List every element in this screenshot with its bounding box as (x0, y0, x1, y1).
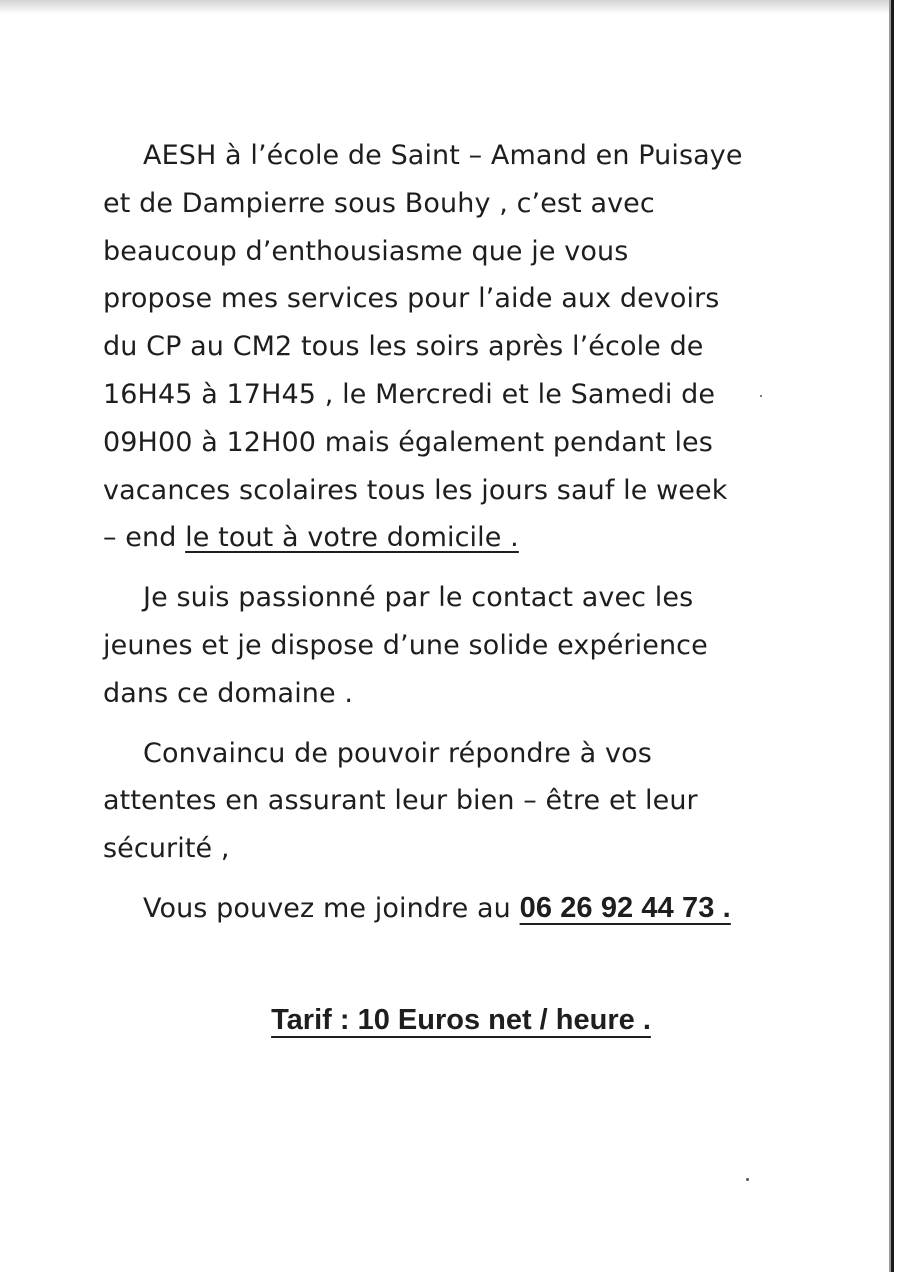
text-line: beaucoup d’enthousiasme que je vous (103, 235, 629, 267)
text-line: 09H00 à 12H00 mais également pendant les (103, 426, 713, 458)
text-line: dans ce domaine . (103, 677, 354, 709)
scan-speck (746, 1178, 749, 1181)
phone-number: 06 26 92 44 73 . (519, 891, 731, 924)
paragraph-gap (103, 562, 803, 574)
paragraph-intro (103, 132, 803, 562)
contact-prefix: Vous pouvez me joindre au (143, 892, 520, 924)
price-line (0, 1004, 900, 1037)
text-line: vacances scolaires tous les jours sauf le week (103, 474, 728, 506)
text-line: AESH à l’école de Saint – Amand en Puisaye (143, 140, 743, 171)
text-line: Je suis passionné par le contact avec les (143, 582, 694, 614)
underlined-home-service: le tout à votre domicile . (185, 522, 519, 554)
text-line: 16H45 à 17H45 , le Mercredi et le Samedi de (103, 378, 716, 410)
text-line: du CP au CM2 tous les soirs après l’école de (103, 331, 704, 363)
contact-line (103, 885, 803, 933)
paragraph-gap (103, 718, 803, 730)
price-text: Tarif : 10 Euros net / heure . (271, 1004, 651, 1036)
text-line: sécurité , (103, 833, 230, 865)
document-body (103, 132, 803, 933)
paragraph-contact (103, 885, 803, 933)
text-line-prefix: – end (103, 522, 186, 554)
scan-speck (760, 395, 762, 397)
paragraph-gap (103, 873, 803, 885)
text-line-last (103, 514, 803, 562)
text-line: Convaincu de pouvoir répondre à vos (143, 737, 652, 769)
text-line: jeunes et je dispose d’une solide expérience (103, 629, 708, 661)
paragraph-experience (103, 574, 803, 717)
text-line: et de Dampierre sous Bouhy , c’est avec (103, 187, 655, 219)
scan-right-edge (891, 0, 894, 1272)
paragraph-conviction (103, 730, 803, 873)
scan-top-shadow (0, 0, 892, 14)
text-line: attentes en assurant leur bien – être et leur (103, 785, 698, 817)
text-line: propose mes services pour l’aide aux devoirs (103, 283, 720, 315)
